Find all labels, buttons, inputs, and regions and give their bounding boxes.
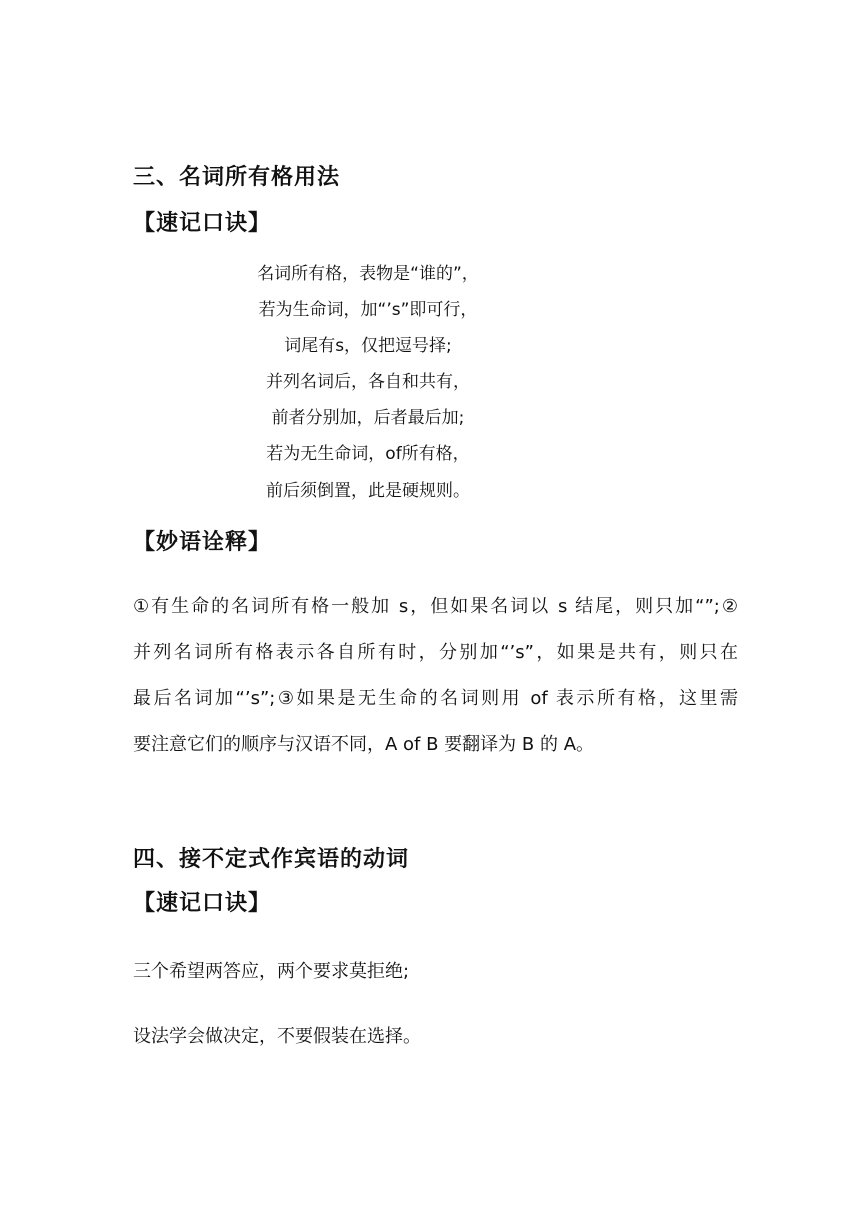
poem-line: 若为无生命词，of所有格， (266, 444, 470, 464)
section-4-mnemonic-heading: 【速记口诀】 (133, 891, 272, 916)
explanation-line: ①有生命的名词所有格一般加 s，但如果名词以 s 结尾，则只加“”;② (133, 596, 738, 617)
mnemonic-line: 三个希望两答应，两个要求莫拒绝; (133, 961, 410, 982)
poem-line: 并列名词后，各自和共有， (266, 372, 470, 392)
poem-line: 词尾有s，仅把逗号择; (284, 336, 452, 356)
mnemonic-line: 设法学会做决定，不要假装在选择。 (133, 1026, 421, 1047)
poem-line: 名词所有格，表物是“谁的”， (257, 264, 479, 284)
section-3-explanation (133, 584, 738, 768)
section-3-mnemonic-heading: 【速记口诀】 (133, 211, 272, 236)
explanation-line: 最后名词加“’s”;③如果是无生命的名词则用 of 表示所有格，这里需 (133, 688, 738, 709)
poem-line: 前者分别加，后者最后加; (271, 408, 465, 428)
explanation-line: 要注意它们的顺序与汉语不同，A of B 要翻译为 B 的 A。 (133, 734, 595, 755)
poem-line: 前后须倒置，此是硬规则。 (266, 481, 470, 501)
poem-line: 若为生命词，加“’s”即可行， (258, 300, 478, 320)
explanation-line: 并列名词所有格表示各自所有时，分别加“’s”，如果是共有，则只在 (133, 642, 738, 663)
section-4-title: 四、接不定式作宾语的动词 (133, 847, 410, 872)
section-3-explanation-heading: 【妙语诠释】 (133, 530, 272, 555)
section-3-title: 三、名词所有格用法 (133, 165, 341, 190)
